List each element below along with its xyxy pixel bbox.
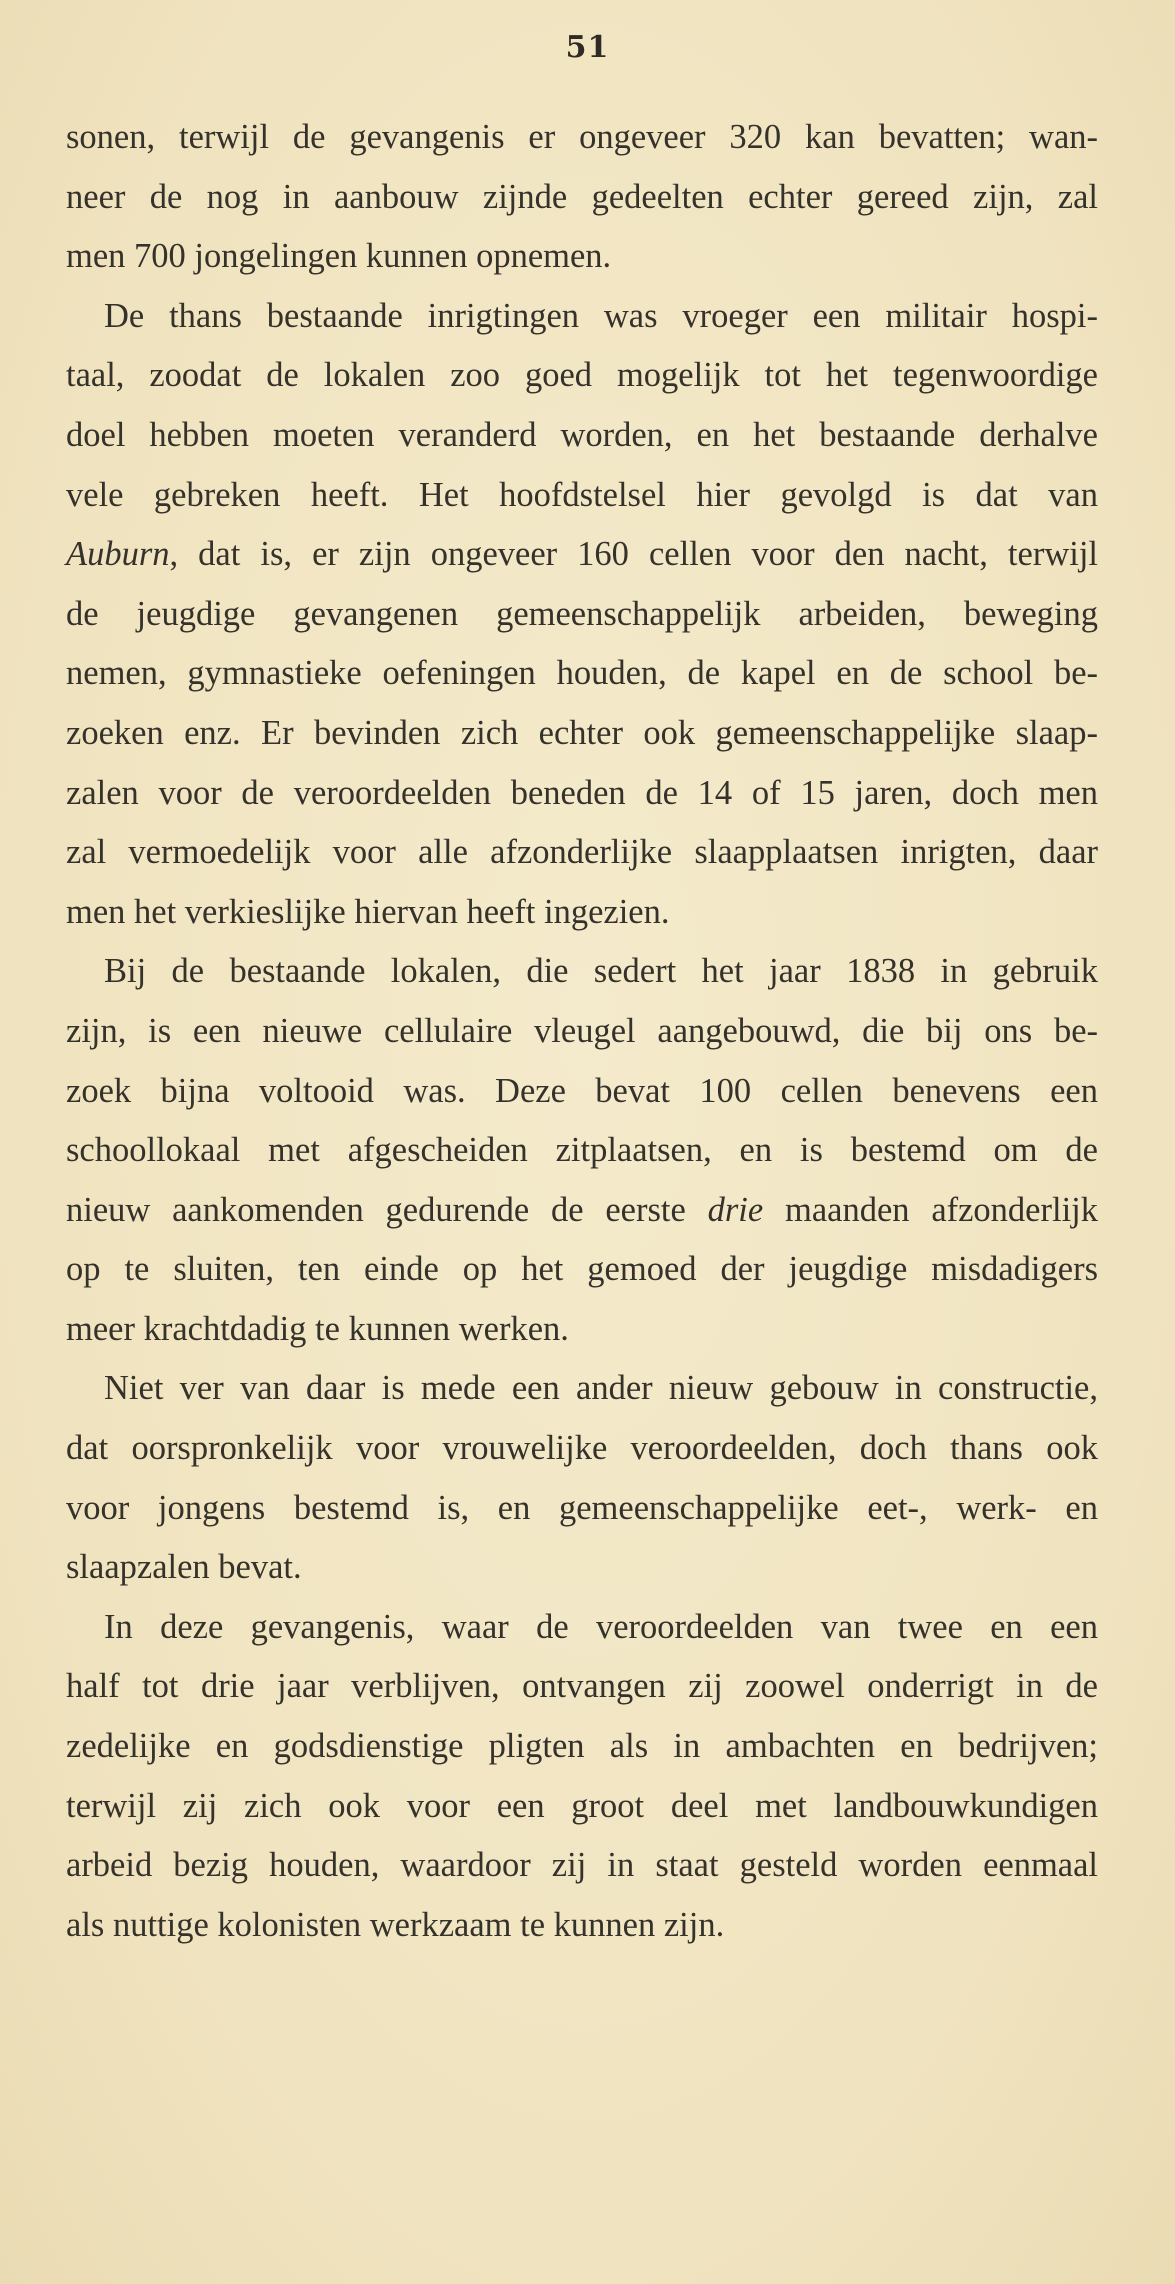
text-line-part: maanden afzonderlijk	[763, 1190, 1098, 1229]
paragraph-start-line: In deze gevangenis, waar de veroordeelden van twee en een	[104, 1607, 1098, 1646]
text-line: neer de nog in aanbouw zijnde gedeelten echter gereed zijn, zal	[66, 177, 1098, 216]
italic-word: drie	[707, 1190, 764, 1229]
text-line: de jeugdige gevangenen gemeenschappelijk arbeiden, beweging	[66, 594, 1098, 633]
text-line-part: nieuw aankomenden gedurende de eerste	[66, 1190, 708, 1229]
text-line: sonen, terwijl de gevangenis er ongeveer 320 kan bevatten; wan-	[66, 118, 1098, 156]
text-line: zijn, is een nieuwe cellulaire vleugel aangebouwd, die bij ons be-	[66, 1011, 1098, 1050]
text-line: men 700 jongelingen kunnen opnemen.	[66, 237, 612, 276]
text-line: nemen, gymnastieke oefeningen houden, de kapel en de school be-	[66, 654, 1098, 693]
text-line: zoeken enz. Er bevinden zich echter ook gemeenschappelijke slaap-	[66, 713, 1098, 752]
paragraph-start-line: Bij de bestaande lokalen, die sedert het jaar 1838 in gebruik	[104, 952, 1098, 991]
text-line: zoek bijna voltooid was. Deze bevat 100 cellen benevens een	[66, 1071, 1098, 1110]
text-line: half tot drie jaar verblijven, ontvangen zij zoowel onderrigt in de	[66, 1667, 1098, 1706]
text-line: schoollokaal met afgescheiden zitplaatsen, en is bestemd om de	[66, 1131, 1098, 1170]
text-line: meer krachtdadig te kunnen werken.	[66, 1309, 569, 1348]
paragraph-start-line: Niet ver van daar is mede een ander nieuw gebouw in constructie,	[104, 1369, 1098, 1408]
text-line: zal vermoedelijk voor alle afzonderlijke slaapplaatsen inrigten, daar	[66, 833, 1098, 872]
text-line: taal, zoodat de lokalen zoo goed mogelijk tot het tegenwoordige	[66, 356, 1098, 395]
text-line: voor jongens bestemd is, en gemeenschappelijke eet-, werk- en	[66, 1488, 1098, 1527]
text-line: op te sluiten, ten einde op het gemoed der jeugdige misdadigers	[66, 1250, 1098, 1289]
paragraph-start-line: De thans bestaande inrigtingen was vroeger een militair hospi-	[104, 296, 1098, 335]
text-line: vele gebreken heeft. Het hoofdstelsel hier gevolgd is dat van	[66, 475, 1098, 514]
italic-word: Auburn	[66, 535, 170, 574]
text-line: arbeid bezig houden, waardoor zij in staat gesteld worden eenmaal	[66, 1846, 1098, 1885]
text-line: als nuttige kolonisten werkzaam te kunnen zijn.	[66, 1905, 725, 1944]
page-number: 51	[565, 30, 610, 65]
text-line: terwijl zij zich ook voor een groot deel met landbouwkundigen	[66, 1786, 1098, 1825]
text-line-drie	[66, 1181, 1098, 1241]
text-line: men het verkieslijke hiervan heeft ingezien.	[66, 892, 670, 931]
text-line-auburn	[66, 525, 1098, 585]
text-line: zalen voor de veroordeelden beneden de 14 of 15 jaren, doch men	[66, 773, 1098, 812]
text-line: slaapzalen bevat.	[66, 1548, 302, 1587]
text-line: dat oorspronkelijk voor vrouwelijke veroordeelden, doch thans ook	[66, 1429, 1098, 1468]
body-text	[66, 108, 1098, 1955]
text-line-rest: , dat is, er zijn ongeveer 160 cellen voor den nacht, terwijl	[169, 535, 1098, 574]
text-line: doel hebben moeten veranderd worden, en het bestaande derhalve	[66, 415, 1098, 454]
text-line: zedelijke en godsdienstige pligten als in ambachten en bedrijven;	[66, 1727, 1098, 1766]
